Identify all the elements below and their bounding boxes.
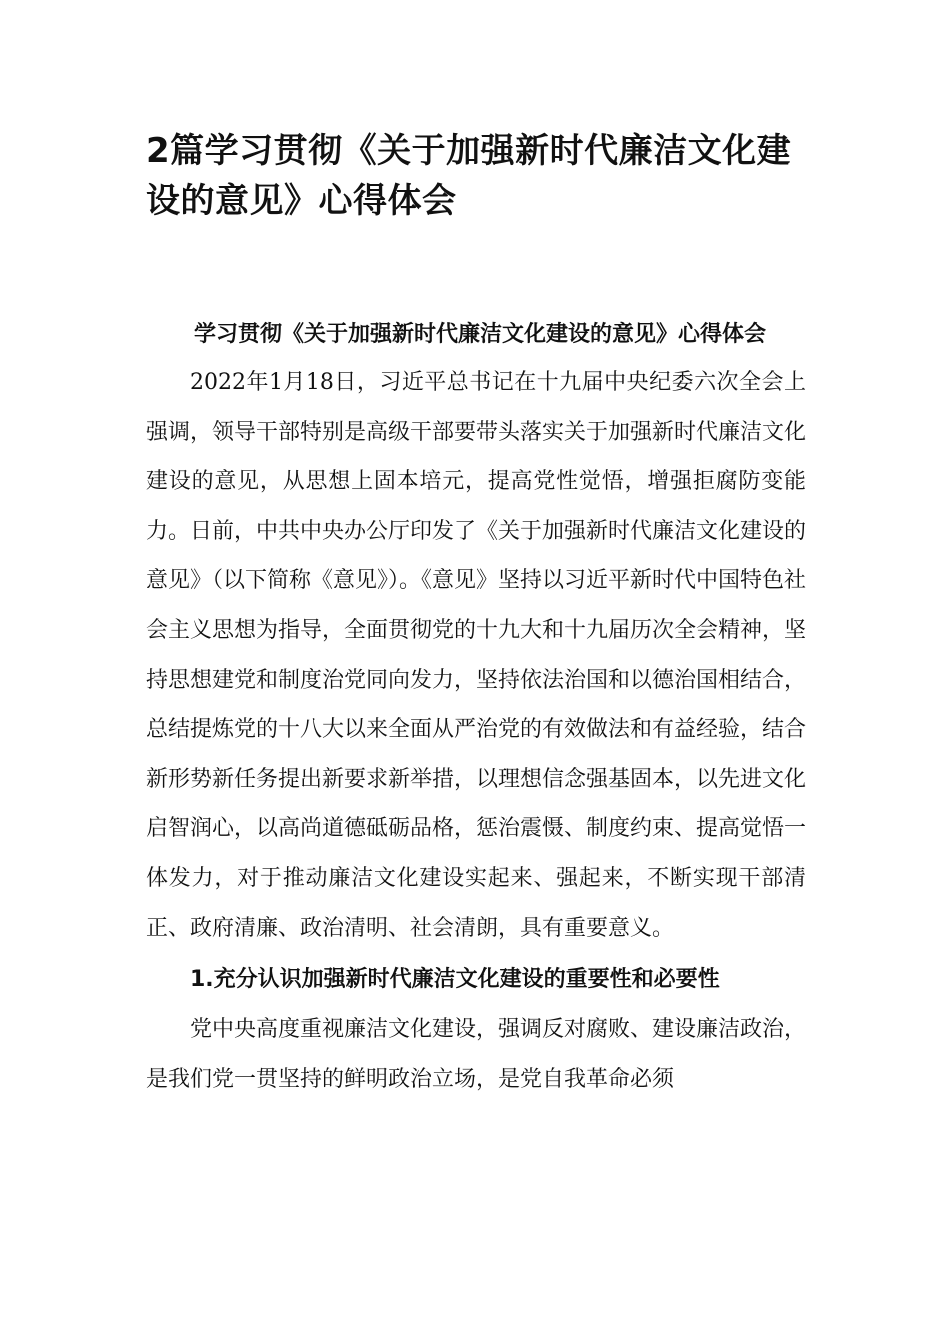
document-title: 2篇学习贯彻《关于加强新时代廉洁文化建设的意见》心得体会: [146, 131, 792, 221]
section-1-paragraph: 党中央高度重视廉洁文化建设，强调反对腐败、建设廉洁政治，是我们党一贯坚持的鲜明政治立场，是党自我革命必须: [146, 1017, 807, 1092]
section-heading-1: 1.充分认识加强新时代廉洁文化建设的重要性和必要性: [190, 967, 720, 993]
document-page: [146, 126, 806, 1104]
intro-paragraph: 2022年1月18日，习近平总书记在十九届中央纪委六次全会上强调，领导干部特别是高级干部要带头落实关于加强新时代廉洁文化建设的意见，从思想上固本培元，提高党性觉悟，增强拒腐防变能力。日前，中共中央办公厅印发了《关于加强新时代廉洁文化建设的意见》（以下简称《意见》）。《意见》坚持以习近平新时代中国特色社会主义思想为指导，全面贯彻党的十九大和十九届历次全会精神，坚持思想建党和制度治党同向发力，坚持依法治国和以德治国相结合，总结提炼党的十八大以来全面从严治党的有效做法和有益经验，结合新形势新任务提出新要求新举措，以理想信念强基固本，以先进文化启智润心，以高尚道德砥砺品格，惩治震慑、制度约束、提高觉悟一体发力，对于推动廉洁文化建设实起来、强起来，不断实现干部清正、政府清廉、政治清明、社会清朗，具有重要意义。: [146, 370, 807, 941]
article-subtitle: 学习贯彻《关于加强新时代廉洁文化建设的意见》心得体会: [194, 322, 767, 347]
